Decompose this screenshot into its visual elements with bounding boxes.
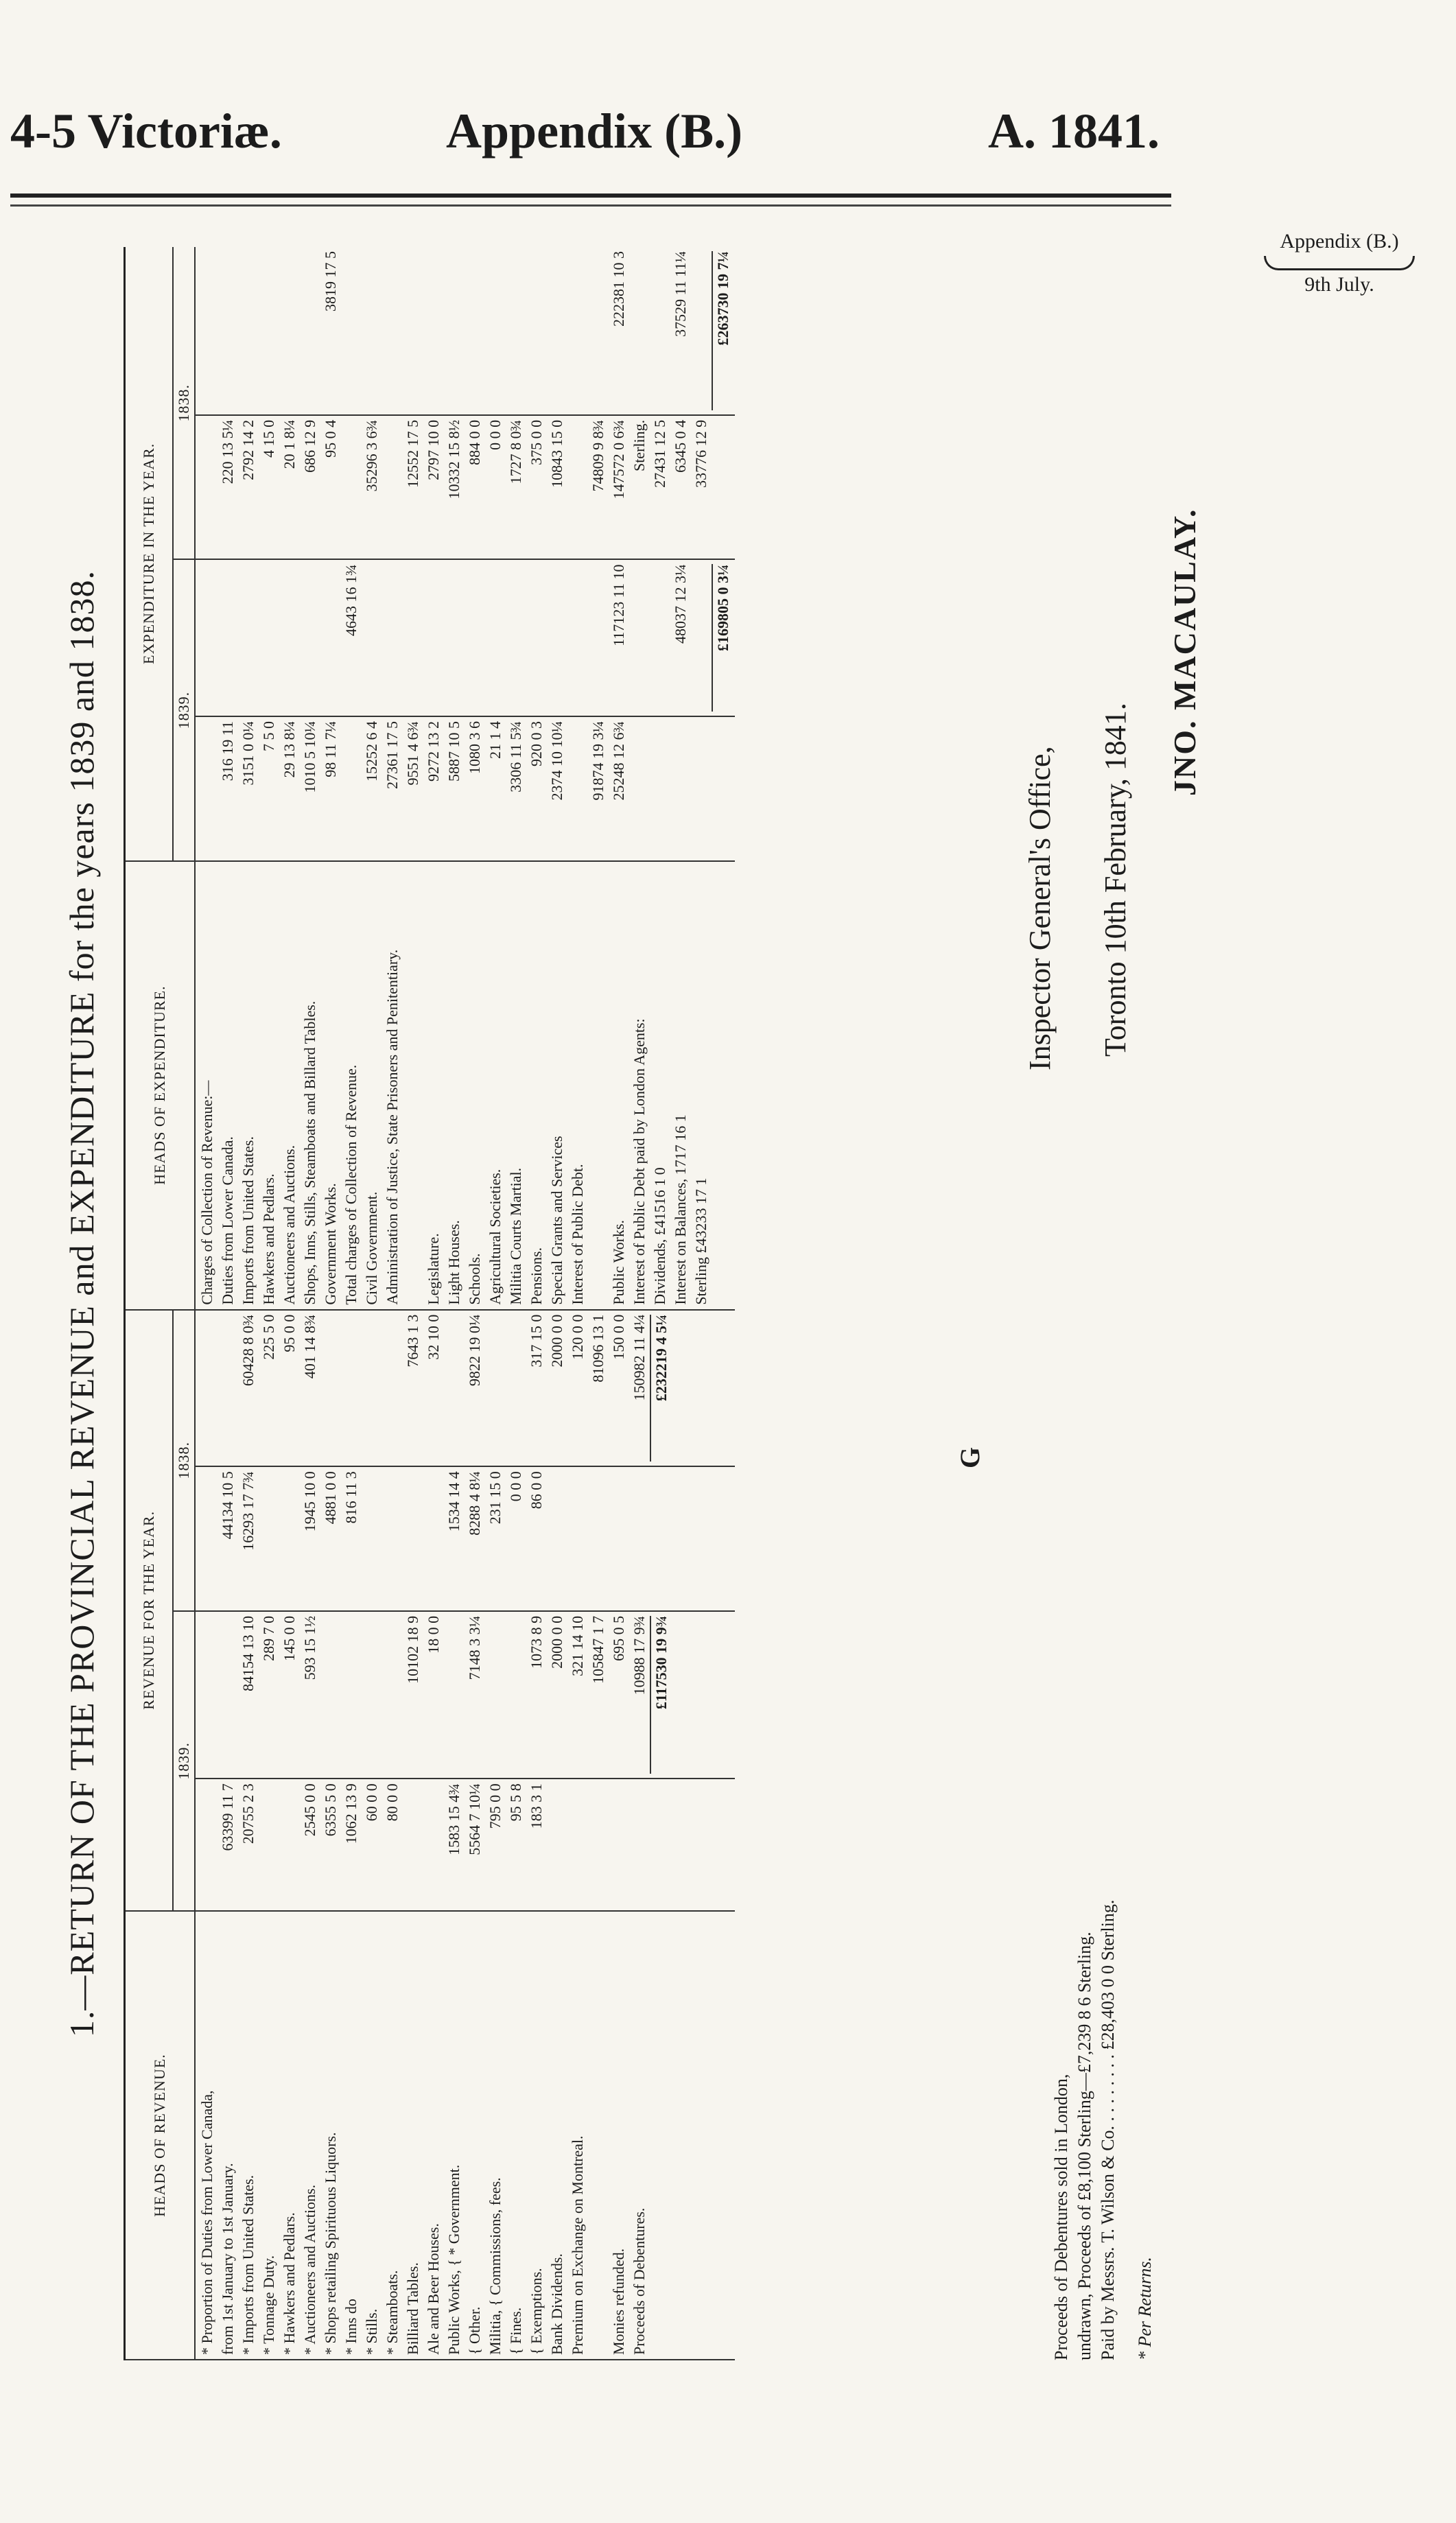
row-head: Schools. bbox=[466, 1253, 483, 1305]
row-value bbox=[362, 251, 382, 410]
row-value: 1945 10 0 bbox=[301, 1471, 318, 1532]
header-center: Appendix (B.) bbox=[446, 104, 743, 159]
row-head: Interest of Public Debt paid by London Agents: bbox=[631, 1018, 648, 1305]
row-value: 3306 11 5¾ bbox=[507, 721, 524, 793]
row-head: * Steamboats. bbox=[384, 2270, 401, 2355]
row-value: 2545 0 0 bbox=[301, 1783, 318, 1837]
row-value: 1534 14 4 bbox=[445, 1471, 462, 1532]
row-value bbox=[650, 1471, 670, 1606]
return-table-block bbox=[62, 247, 1173, 2360]
row-value: 816 11 3 bbox=[342, 1471, 360, 1524]
row-value bbox=[403, 1783, 423, 1906]
row-value bbox=[567, 420, 588, 555]
row-value: 6355 5 0 bbox=[322, 1783, 339, 1837]
row-value bbox=[567, 251, 588, 410]
row-value: 593 15 1½ bbox=[301, 1615, 318, 1680]
row-value bbox=[444, 1616, 465, 1774]
row-value bbox=[444, 251, 465, 410]
row-head: Premium on Exchange on Montreal. bbox=[569, 2135, 586, 2355]
row-value: 21 1 4 bbox=[486, 721, 504, 760]
row-value bbox=[218, 1315, 238, 1462]
row-value bbox=[238, 251, 259, 410]
row-value: Sterling. bbox=[631, 419, 648, 472]
row-value: 20755 2 3 bbox=[239, 1783, 257, 1844]
row-value: 795 0 0 bbox=[486, 1783, 504, 1829]
row-value: 321 14 10 bbox=[569, 1615, 586, 1676]
row-value bbox=[526, 251, 547, 410]
row-head: from 1st January to 1st January. bbox=[219, 2163, 236, 2355]
revenue-heads-column bbox=[195, 1911, 735, 2360]
row-value: 401 14 8¾ bbox=[301, 1314, 318, 1379]
row-value: 18 0 0 bbox=[425, 1615, 442, 1654]
row-value: 8288 4 8¼ bbox=[466, 1471, 483, 1536]
row-head bbox=[650, 1916, 670, 2355]
row-value: 117123 11 10 bbox=[610, 564, 627, 646]
footnote-line: undrawn, Proceeds of £8,100 Sterling—£7,239 8 6 Sterling. bbox=[1075, 1932, 1094, 2360]
row-value: 3819 17 5 bbox=[322, 251, 339, 312]
row-value: 15252 6 4 bbox=[363, 721, 380, 782]
row-value: 16293 17 7¾ bbox=[239, 1471, 257, 1551]
page-title: 1.—RETURN OF THE PROVINCIAL REVENUE and EXPENDITURE for the years 1839 and 1838. bbox=[62, 570, 101, 2038]
row-value bbox=[629, 565, 650, 712]
row-value: 316 19 11 bbox=[219, 721, 236, 782]
row-value: 60428 8 0¾ bbox=[239, 1314, 257, 1387]
row-head: Light Houses. bbox=[445, 1220, 462, 1305]
row-value bbox=[197, 420, 218, 555]
row-head: * Stills. bbox=[363, 2308, 380, 2355]
row-head: Ale and Beer Houses. bbox=[425, 2223, 442, 2355]
row-value bbox=[444, 565, 465, 712]
row-value bbox=[567, 565, 588, 712]
brace-icon bbox=[1264, 256, 1415, 270]
row-value bbox=[279, 1783, 300, 1906]
row-value: 95 5 8 bbox=[507, 1783, 524, 1822]
row-value bbox=[588, 1471, 609, 1606]
row-value: 1727 8 0¾ bbox=[507, 419, 524, 484]
row-value bbox=[567, 1783, 588, 1906]
row-value: 9551 4 6¾ bbox=[404, 721, 421, 786]
row-value bbox=[341, 721, 362, 856]
row-value bbox=[403, 565, 423, 712]
row-value: 231 15 0 bbox=[486, 1471, 504, 1525]
row-value bbox=[547, 1783, 567, 1906]
row-value: 32 10 0 bbox=[425, 1314, 442, 1360]
row-value bbox=[629, 1783, 650, 1906]
row-value: 10102 18 9 bbox=[404, 1615, 421, 1684]
row-value: 5564 7 10¼ bbox=[466, 1783, 483, 1855]
row-head: Public Works. bbox=[610, 1219, 627, 1305]
row-value bbox=[423, 1471, 444, 1606]
row-value bbox=[506, 1616, 526, 1774]
row-head: Duties from Lower Canada. bbox=[219, 1136, 236, 1305]
row-value bbox=[506, 1315, 526, 1462]
row-value bbox=[691, 565, 712, 712]
row-head: * Shops retailing Spirituous Liquors. bbox=[322, 2132, 339, 2355]
row-head: Monies refunded. bbox=[610, 2248, 627, 2355]
row-value: 74809 9 8¾ bbox=[589, 419, 607, 492]
signature-place-date: Toronto 10th February, 1841. bbox=[1099, 703, 1132, 1057]
row-value bbox=[629, 721, 650, 856]
row-value: 120 0 0 bbox=[569, 1314, 586, 1360]
row-value: 20 1 8¼ bbox=[281, 419, 298, 469]
row-value: 4 15 0 bbox=[260, 419, 277, 458]
revenue-1838-items bbox=[195, 1466, 735, 1611]
row-head: Civil Government. bbox=[363, 1191, 380, 1305]
revenue-group-header: REVENUE FOR THE YEAR. bbox=[125, 1310, 174, 1911]
row-value: 2797 10 0 bbox=[425, 419, 442, 480]
return-table bbox=[124, 247, 735, 2360]
row-head bbox=[588, 1916, 609, 2355]
row-value bbox=[588, 1783, 609, 1906]
row-head: Proceeds of Debentures. bbox=[631, 2207, 648, 2355]
revenue-year-1838: 1838. bbox=[173, 1310, 195, 1611]
row-value: 105847 1 7 bbox=[589, 1615, 607, 1684]
row-value bbox=[650, 1783, 670, 1906]
header-left: 4-5 Victoriæ. bbox=[10, 104, 282, 159]
row-value bbox=[485, 1315, 506, 1462]
row-value: 27361 17 5 bbox=[384, 721, 401, 790]
row-head: Charges of Collection of Revenue:— bbox=[198, 1080, 215, 1305]
row-value: 37529 11 11¼ bbox=[672, 251, 689, 337]
row-value bbox=[341, 251, 362, 410]
row-value: 95 0 4 bbox=[322, 419, 339, 458]
signature-place bbox=[1098, 576, 1133, 1057]
row-value bbox=[547, 565, 567, 712]
row-value: 3151 0 0¼ bbox=[239, 721, 257, 786]
row-value bbox=[197, 565, 218, 712]
row-value: 6345 0 4 bbox=[672, 419, 689, 473]
row-head: Interest of Public Debt. bbox=[569, 1164, 586, 1305]
row-value: 91874 19 3¼ bbox=[589, 721, 607, 801]
row-value: 44134 10 5 bbox=[219, 1471, 236, 1540]
row-value bbox=[362, 565, 382, 712]
expenditure-1838-items bbox=[195, 415, 735, 560]
expenditure-year-1839: 1839. bbox=[173, 560, 195, 861]
row-value: 686 12 9 bbox=[301, 419, 318, 473]
row-head: { Fines. bbox=[507, 2307, 524, 2355]
row-value bbox=[341, 1616, 362, 1774]
side-note bbox=[1250, 230, 1429, 296]
row-head: Auctioneers and Auctions. bbox=[281, 1145, 298, 1305]
row-value bbox=[382, 565, 403, 712]
row-value bbox=[609, 1783, 629, 1906]
header-rule bbox=[10, 193, 1171, 198]
row-value: 86 0 0 bbox=[528, 1471, 545, 1510]
row-value: 1583 15 4¾ bbox=[445, 1783, 462, 1855]
row-value bbox=[485, 1616, 506, 1774]
revenue-1838-totals bbox=[195, 1310, 735, 1467]
row-value: 48037 12 3¼ bbox=[672, 564, 689, 644]
row-value bbox=[526, 565, 547, 712]
row-value bbox=[218, 1616, 238, 1774]
row-value bbox=[547, 251, 567, 410]
row-value: £232219 4 5¼ bbox=[650, 1315, 672, 1462]
row-value bbox=[485, 565, 506, 712]
row-value: 25248 12 6¾ bbox=[610, 721, 627, 801]
row-value: 695 0 5 bbox=[610, 1615, 627, 1661]
row-value bbox=[341, 1315, 362, 1462]
row-value: 95 0 0 bbox=[281, 1314, 298, 1352]
row-head: * Imports from United States. bbox=[239, 2174, 257, 2355]
row-head: Dividends, £41516 1 0 bbox=[651, 1167, 668, 1305]
row-value: 33776 12 9 bbox=[692, 419, 709, 488]
expenditure-year-1838: 1838. bbox=[173, 247, 195, 560]
signature-office: Inspector General's Office, bbox=[1023, 746, 1057, 1070]
row-value: 7 5 0 bbox=[260, 721, 277, 752]
row-value bbox=[197, 1783, 218, 1906]
row-value: 1073 8 9 bbox=[528, 1615, 545, 1669]
row-value: 2792 14 2 bbox=[239, 419, 257, 480]
row-value: 2000 0 0 bbox=[548, 1615, 565, 1669]
row-value bbox=[382, 251, 403, 410]
row-head: Militia, { Commissions, fees. bbox=[486, 2177, 504, 2355]
row-value: 35296 3 6¾ bbox=[363, 419, 380, 492]
row-value: 12552 17 5 bbox=[404, 419, 421, 488]
row-value bbox=[320, 1616, 341, 1774]
row-value: 27431 12 5 bbox=[651, 419, 668, 488]
row-head: * Auctioneers and Auctions. bbox=[301, 2184, 318, 2355]
row-value bbox=[197, 1616, 218, 1774]
side-note-date: 9th July. bbox=[1304, 273, 1374, 296]
row-head: Interest on Balances, 1717 16 1 bbox=[672, 1114, 689, 1305]
row-value bbox=[403, 1471, 423, 1606]
row-value bbox=[691, 721, 712, 856]
row-head bbox=[403, 866, 423, 1305]
row-head: Pensions. bbox=[528, 1247, 545, 1305]
expenditure-1839-totals bbox=[195, 560, 735, 717]
row-value bbox=[629, 251, 650, 410]
row-value bbox=[300, 251, 320, 410]
header-rule-thin bbox=[10, 204, 1171, 207]
row-value bbox=[197, 251, 218, 410]
row-value bbox=[279, 565, 300, 712]
row-value bbox=[506, 565, 526, 712]
row-head: Billiard Tables. bbox=[404, 2262, 421, 2355]
row-value bbox=[382, 1315, 403, 1462]
row-value: 7643 1 3 bbox=[404, 1314, 421, 1368]
row-value: 150982 11 4¼ bbox=[631, 1314, 648, 1401]
row-head: { Other. bbox=[466, 2306, 483, 2355]
row-value bbox=[279, 1471, 300, 1606]
row-value: 10843 15 0 bbox=[548, 419, 565, 488]
row-value: 220 13 5¼ bbox=[219, 419, 236, 484]
row-value bbox=[320, 565, 341, 712]
row-value: 1010 5 10¼ bbox=[301, 721, 318, 793]
row-head: { Exemptions. bbox=[528, 2268, 545, 2355]
row-value bbox=[259, 1471, 279, 1606]
row-value: 884 0 0 bbox=[466, 419, 483, 465]
row-value bbox=[691, 251, 712, 410]
row-value bbox=[362, 1471, 382, 1606]
row-value: 10988 17 9¾ bbox=[631, 1615, 648, 1695]
row-value: 80 0 0 bbox=[384, 1783, 401, 1822]
row-value: 7148 3 3¼ bbox=[466, 1615, 483, 1680]
heads-of-revenue-header: HEADS OF REVENUE. bbox=[125, 1911, 196, 2360]
row-value bbox=[588, 565, 609, 712]
row-value bbox=[650, 565, 670, 712]
row-value bbox=[362, 1315, 382, 1462]
row-value: 2374 10 10¼ bbox=[548, 721, 565, 801]
row-value bbox=[197, 721, 218, 856]
row-value bbox=[382, 420, 403, 555]
row-value bbox=[423, 251, 444, 410]
row-value: 147572 0 6¾ bbox=[610, 419, 627, 500]
expenditure-1838-totals bbox=[195, 247, 735, 415]
row-value: 81096 13 1 bbox=[589, 1314, 607, 1383]
row-value bbox=[465, 565, 485, 712]
signature-name: JNO. MACAULAY. bbox=[1167, 508, 1202, 796]
header-right: A. 1841. bbox=[988, 104, 1160, 159]
row-value bbox=[465, 251, 485, 410]
footnote-line: Proceeds of Debentures sold in London, bbox=[1051, 2074, 1071, 2360]
row-value: 84154 13 10 bbox=[239, 1615, 257, 1691]
row-value bbox=[650, 251, 670, 410]
row-value bbox=[506, 251, 526, 410]
signature-name-wrap bbox=[1166, 316, 1203, 796]
row-head: * Hawkers and Pedlars. bbox=[281, 2212, 298, 2355]
row-head: Government Works. bbox=[322, 1183, 339, 1305]
row-value bbox=[567, 721, 588, 856]
row-value: £263730 19 7¼ bbox=[712, 251, 733, 410]
heads-of-expenditure-header: HEADS OF EXPENDITURE. bbox=[125, 861, 196, 1310]
row-value: 10332 15 8½ bbox=[445, 419, 462, 500]
row-value bbox=[197, 1471, 218, 1606]
row-value: £117530 19 9¾ bbox=[650, 1616, 672, 1774]
row-value bbox=[588, 251, 609, 410]
footnote-per-returns: * Per Returns. bbox=[1135, 2257, 1155, 2360]
row-value bbox=[609, 1471, 629, 1606]
row-value: 920 0 3 bbox=[528, 721, 545, 767]
row-value bbox=[485, 251, 506, 410]
side-note-appendix: Appendix (B.) bbox=[1280, 230, 1399, 253]
row-value bbox=[341, 420, 362, 555]
row-value: 98 11 7¼ bbox=[322, 721, 339, 777]
row-value bbox=[423, 1783, 444, 1906]
row-value bbox=[218, 565, 238, 712]
row-value bbox=[197, 1315, 218, 1462]
row-value: 60 0 0 bbox=[363, 1783, 380, 1822]
row-value: £169805 0 3¼ bbox=[712, 565, 733, 712]
row-head: Sterling £43233 17 1 bbox=[692, 1177, 709, 1305]
row-value: 63399 11 7 bbox=[219, 1783, 236, 1851]
row-value bbox=[444, 1315, 465, 1462]
row-value bbox=[547, 1471, 567, 1606]
row-value bbox=[238, 565, 259, 712]
row-value: 0 0 0 bbox=[486, 419, 504, 450]
row-value bbox=[629, 1471, 650, 1606]
row-value bbox=[382, 1471, 403, 1606]
row-value: 0 0 0 bbox=[507, 1471, 524, 1502]
row-value bbox=[403, 251, 423, 410]
row-head: Legislature. bbox=[425, 1233, 442, 1305]
row-head: Agricultural Societies. bbox=[486, 1169, 504, 1305]
revenue-1839-items bbox=[195, 1779, 735, 1911]
row-head: Total charges of Collection of Revenue. bbox=[342, 1064, 360, 1305]
signature-block bbox=[1015, 590, 1065, 1070]
row-head: Militia Courts Martial. bbox=[507, 1167, 524, 1305]
row-value bbox=[362, 1616, 382, 1774]
row-value: 317 15 0 bbox=[528, 1314, 545, 1368]
row-value bbox=[218, 251, 238, 410]
row-value: 183 3 1 bbox=[528, 1783, 545, 1829]
page-mark: G bbox=[954, 1446, 985, 1468]
row-head: Public Works, { * Government. bbox=[445, 2164, 462, 2355]
row-head: Hawkers and Pedlars. bbox=[260, 1173, 277, 1305]
row-value: 225 5 0 bbox=[260, 1314, 277, 1360]
row-head: Administration of Justice, State Prisoners and Penitentiary. bbox=[384, 949, 401, 1305]
row-value bbox=[259, 1783, 279, 1906]
revenue-year-1839: 1839. bbox=[173, 1611, 195, 1911]
row-value bbox=[382, 1616, 403, 1774]
row-value: 1062 13 9 bbox=[342, 1783, 360, 1844]
row-value: 2000 0 0 bbox=[548, 1314, 565, 1368]
row-value: 9822 19 0¼ bbox=[466, 1314, 483, 1387]
row-value bbox=[259, 251, 279, 410]
row-head bbox=[588, 866, 609, 1305]
row-value: 9272 13 2 bbox=[425, 721, 442, 782]
row-value bbox=[712, 420, 732, 555]
revenue-1839-totals bbox=[195, 1611, 735, 1779]
row-value: 222381 10 3 bbox=[610, 251, 627, 327]
row-value: 1080 3 6 bbox=[466, 721, 483, 775]
row-value bbox=[279, 251, 300, 410]
row-head bbox=[712, 866, 732, 1305]
footnotes bbox=[1050, 1900, 1157, 2360]
row-head: Imports from United States. bbox=[239, 1136, 257, 1305]
row-head: Special Grants and Services bbox=[548, 1136, 565, 1305]
row-value bbox=[670, 721, 691, 856]
expenditure-1839-items bbox=[195, 716, 735, 861]
row-value: 145 0 0 bbox=[281, 1615, 298, 1661]
row-value bbox=[712, 721, 732, 856]
expenditure-heads-column bbox=[195, 861, 735, 1310]
footnote-line: Paid by Messrs. T. Wilson & Co. . . . . . . . . £28,403 0 0 Sterling. bbox=[1098, 1899, 1118, 2360]
row-value: 29 13 8¼ bbox=[281, 721, 298, 778]
expenditure-group-header: EXPENDITURE IN THE YEAR. bbox=[125, 247, 174, 861]
row-value bbox=[423, 565, 444, 712]
row-value: 150 0 0 bbox=[610, 1314, 627, 1360]
row-value bbox=[567, 1471, 588, 1606]
row-head: * Tonnage Duty. bbox=[260, 2255, 277, 2355]
row-value: 5887 10 5 bbox=[445, 721, 462, 782]
row-head: Bank Dividends. bbox=[548, 2253, 565, 2355]
row-value bbox=[320, 1315, 341, 1462]
row-value bbox=[650, 721, 670, 856]
row-head: * Proportion of Duties from Lower Canada, bbox=[198, 2090, 215, 2355]
row-head: Shops, Inns, Stills, Steamboats and Billard Tables. bbox=[301, 1000, 318, 1305]
row-value: 289 7 0 bbox=[260, 1615, 277, 1661]
row-value: 4643 16 1¾ bbox=[342, 564, 360, 636]
row-value: 375 0 0 bbox=[528, 419, 545, 465]
row-value bbox=[259, 565, 279, 712]
row-value bbox=[300, 565, 320, 712]
row-value: 4881 0 0 bbox=[322, 1471, 339, 1525]
row-head: * Inns do bbox=[342, 2299, 360, 2355]
